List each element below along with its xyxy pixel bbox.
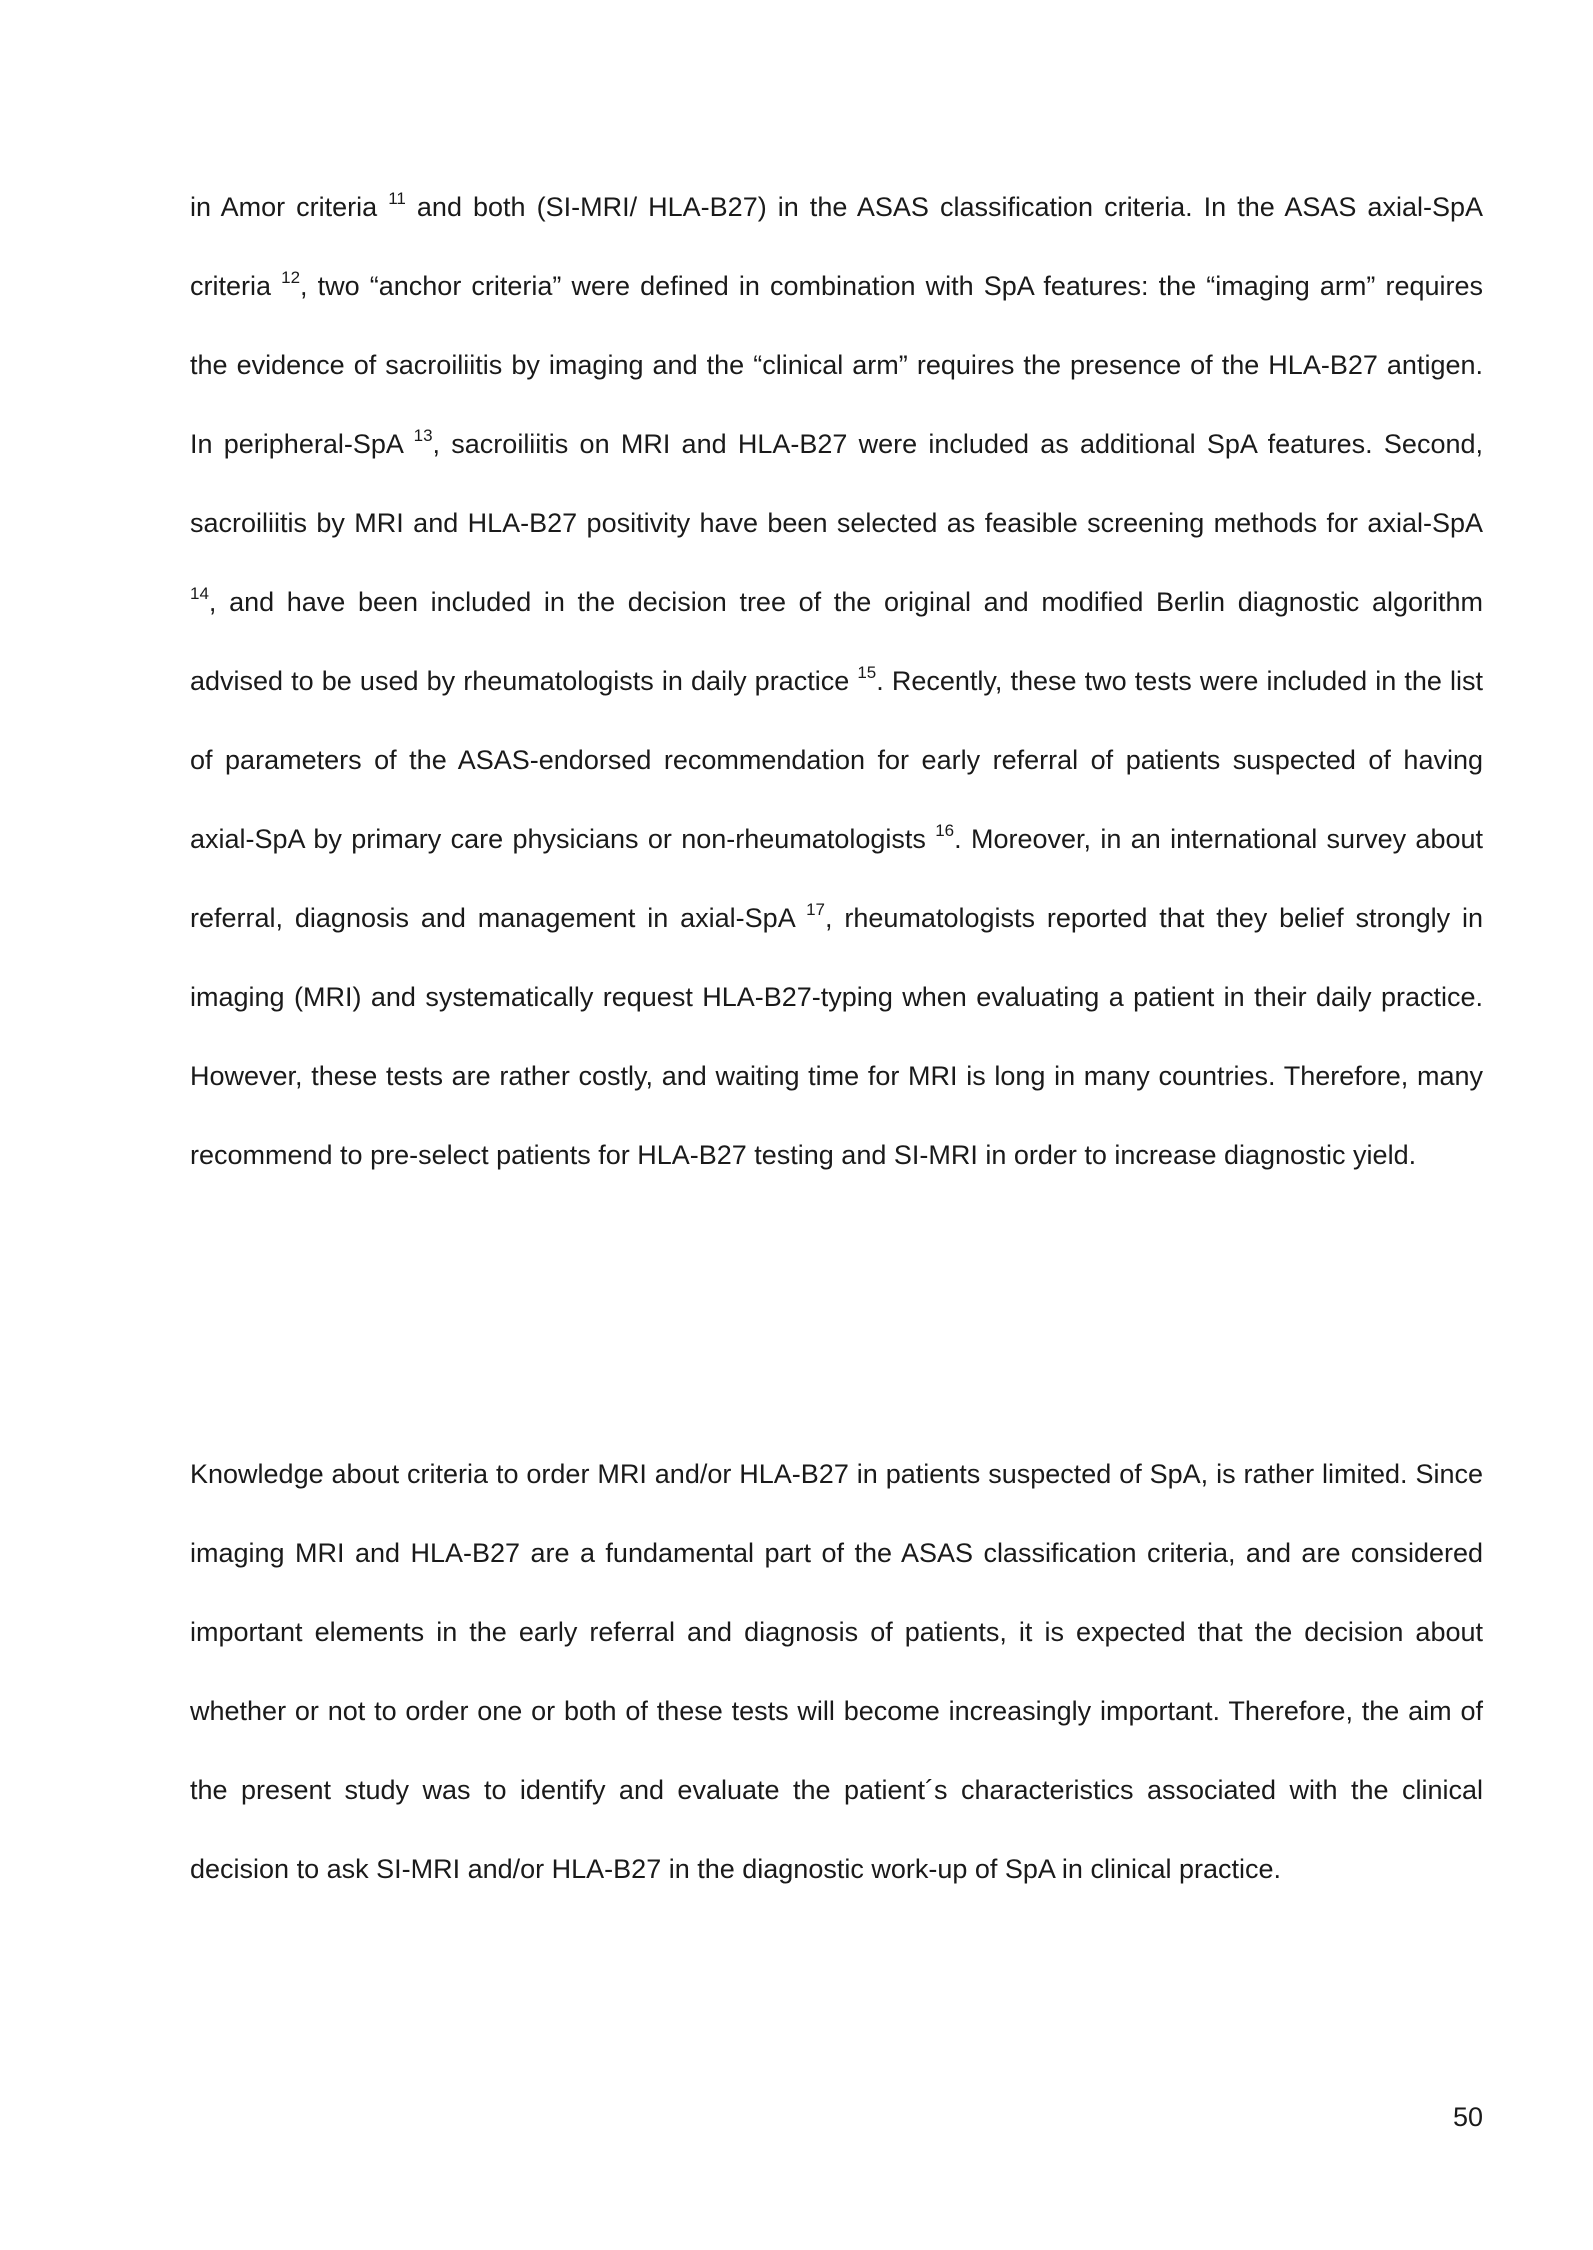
text-segment: and both (SI-MRI/ HLA-B27) in the ASAS classification criteria. In the ASAS axial-SpA criteria <box>190 192 1483 301</box>
page-number: 50 <box>1452 2102 1483 2132</box>
text-segment: , and have been included in the decision tree of the original and modified Berlin diagnostic algorithm advised to be used by rheumatologists in daily practice <box>190 587 1483 696</box>
citation-superscript: 12 <box>281 268 301 287</box>
text-segment: , rheumatologists reported that they belief strongly in imaging (MRI) and systematically request HLA-B27-typing when evaluating a patient in their daily practice. However, these tests are rather costly, and waiting time for MRI is long in many countries. Therefore, many recommend to pre-select patients for HLA-B27 testing and SI-MRI in order to increase diagnostic yield. <box>190 903 1483 1170</box>
text-segment: in Amor criteria <box>190 192 389 222</box>
text-segment: . Recently, these two tests were included in the list of parameters of the ASAS-endorsed recommendation for early referral of patients suspected of having axial-SpA by primary care physicians or non-rheumatologists <box>190 666 1483 854</box>
citation-superscript: 17 <box>806 900 826 919</box>
text-segment: Knowledge about criteria to order MRI and/or HLA-B27 in patients suspected of SpA, is rather limited. Since imaging MRI and HLA-B27 are a fundamental part of the ASAS classification criteria, and are considered important elements in the early referral and diagnosis of patients, it is expected that the decision about whether or not to order one or both of these tests will become increasingly important. Therefore, the aim of the present study was to identify and evaluate the patient´s characteristics associated with the clinical decision to ask SI-MRI and/or HLA-B27 in the diagnostic work-up of SpA in clinical practice. <box>190 1459 1483 1884</box>
text-segment: , two “anchor criteria” were defined in combination with SpA features: the “imaging arm” requires the evidence of sacroiliitis by imaging and the “clinical arm” requires the presence of the HLA-B27 antigen. In peripheral-SpA <box>190 271 1484 459</box>
citation-superscript: 13 <box>413 426 433 445</box>
citation-superscript: 14 <box>190 584 209 603</box>
body-paragraph-2 <box>190 1435 1483 1909</box>
text-segment: . Moreover, in an international survey about referral, diagnosis and management in axial-SpA <box>190 824 1483 933</box>
citation-superscript: 11 <box>388 189 406 208</box>
citation-superscript: 15 <box>857 663 877 682</box>
citation-superscript: 16 <box>935 821 955 840</box>
text-segment: , sacroiliitis on MRI and HLA-B27 were included as additional SpA features. Second, sacroiliitis by MRI and HLA-B27 positivity have been selected as feasible screening methods for axial-SpA <box>190 429 1483 538</box>
body-paragraph-1 <box>190 168 1483 1195</box>
